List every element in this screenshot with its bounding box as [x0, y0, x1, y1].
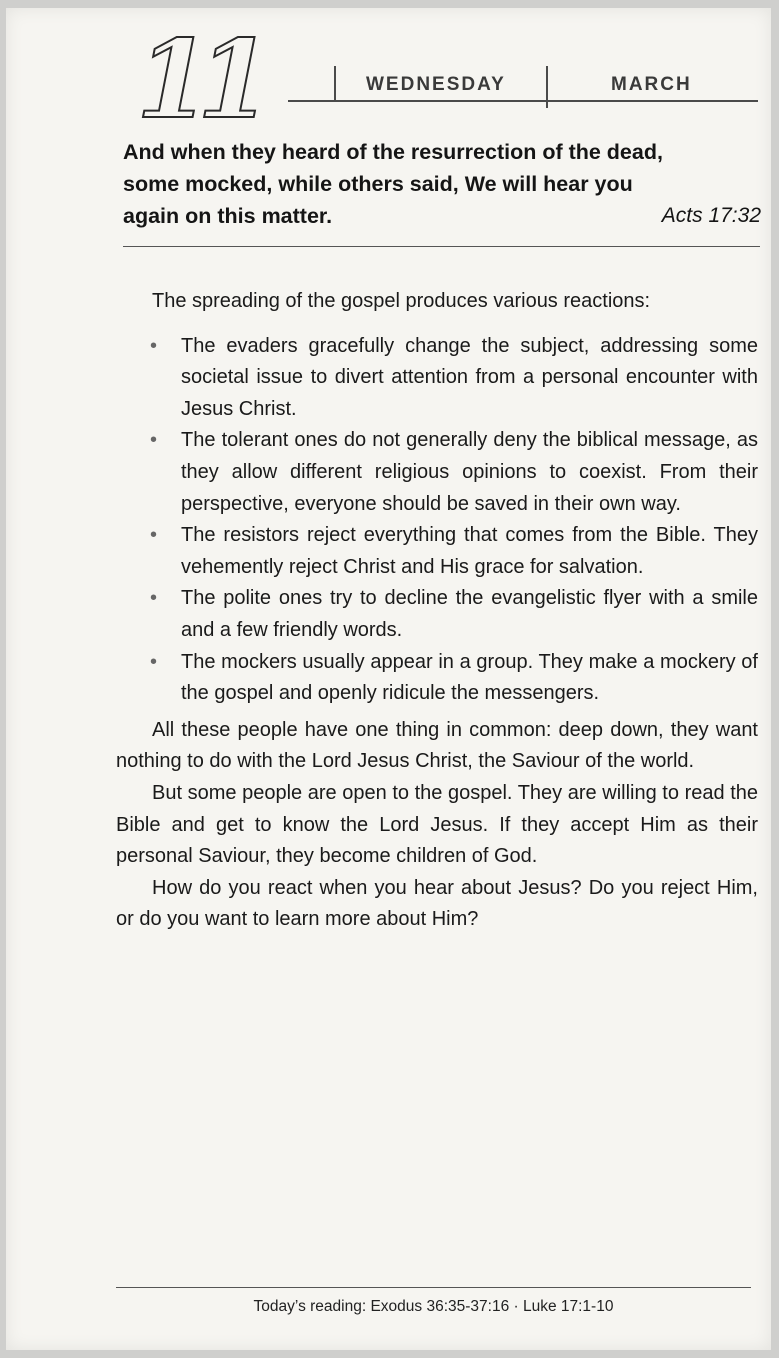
month-label: MARCH: [611, 74, 692, 95]
daily-reading: Today’s reading: Exodus 36:35-37:16 · Luke 17:1-10: [253, 1298, 614, 1315]
day-number: 11: [136, 17, 259, 143]
bullet-icon: •: [150, 524, 158, 547]
list-item-text: The tolerant ones do not generally deny the biblical message, as they allow different religious opinions to coexist. From their perspective, everyone should be saved in their own way.: [181, 429, 758, 515]
list-item: [116, 520, 758, 583]
verse-reference: Acts 17:32: [661, 204, 761, 227]
body-paragraph: But some people are open to the gospel. They are willing to read the Bible and get to know the Lord Jesus. If they accept Him as their personal Saviour, they become children of God.: [116, 781, 758, 868]
list-item: [116, 331, 758, 426]
header-divider: [334, 66, 336, 102]
verse-text: again on this matter.: [123, 204, 333, 228]
list-item-text: The evaders gracefully change the subject, addressing some societal issue to divert attention from a personal encounter with Jesus Christ.: [181, 334, 758, 420]
weekday-label: WEDNESDAY: [366, 74, 506, 95]
devotional-page: [6, 8, 771, 1350]
devotional-body: [116, 286, 758, 936]
footer-divider: [116, 1287, 751, 1288]
body-paragraph: How do you react when you hear about Jesus? Do you reject Him, or do you want to learn more about Him?: [116, 876, 758, 931]
verse-divider: [123, 246, 760, 247]
list-item: [116, 425, 758, 520]
bullet-icon: •: [150, 334, 158, 357]
key-verse: [123, 136, 761, 232]
list-item-text: The polite ones try to decline the evangelistic flyer with a smile and a few friendly words.: [181, 587, 758, 641]
list-item-text: The resistors reject everything that comes from the Bible. They vehemently reject Christ and His grace for salvation.: [181, 524, 758, 578]
header-rule: [288, 100, 758, 102]
intro-paragraph: The spreading of the gospel produces various reactions:: [152, 290, 651, 312]
list-item: [116, 583, 758, 646]
bullet-icon: •: [150, 650, 158, 673]
bullet-icon: •: [150, 429, 158, 452]
verse-line: And when they heard of the resurrection of the dead,: [123, 140, 663, 164]
reaction-list: [116, 331, 758, 710]
bullet-icon: •: [150, 587, 158, 610]
list-item: [116, 647, 758, 710]
body-paragraph: All these people have one thing in common: deep down, they want nothing to do with the Lord Jesus Christ, the Saviour of the world.: [116, 718, 758, 773]
verse-line-last: [123, 200, 761, 232]
list-item-text: The mockers usually appear in a group. They make a mockery of the gospel and openly ridicule the messengers.: [181, 650, 758, 705]
verse-line: some mocked, while others said, We will hear you: [123, 172, 633, 196]
